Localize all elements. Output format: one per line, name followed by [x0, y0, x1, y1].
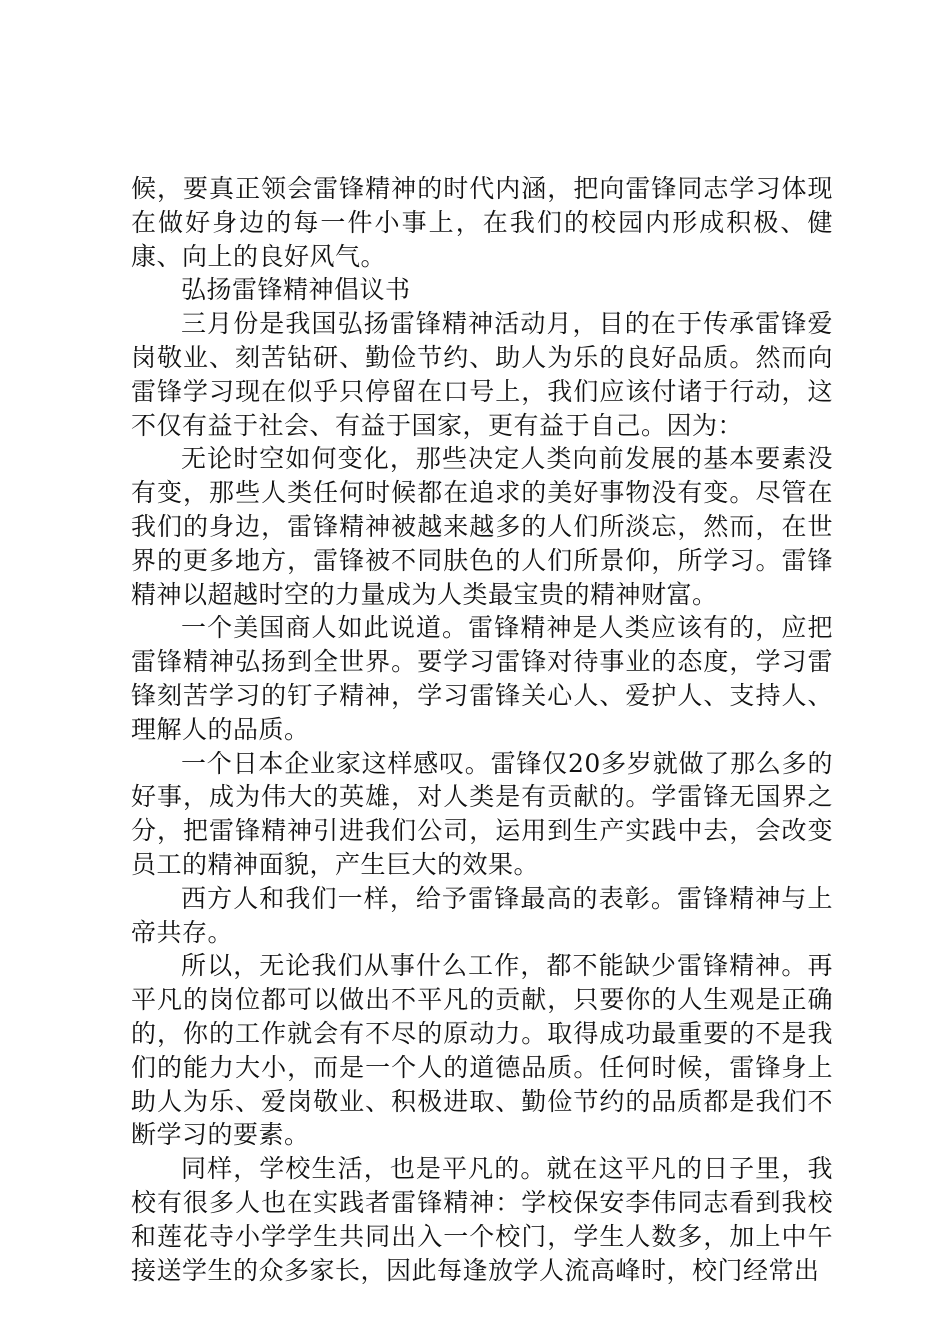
paragraph: 一个日本企业家这样感叹。雷锋仅20多岁就做了那么多的好事，成为伟大的英雄，对人类是有贡献的。学雷锋无国界之分，把雷锋精神引进我们公司，运用到生产实践中去，会改变员工的精神面貌，产生巨大的效果。 [131, 748, 833, 879]
paragraph: 西方人和我们一样，给予雷锋最高的表彰。雷锋精神与上帝共存。 [131, 883, 833, 947]
paragraph: 同样，学校生活，也是平凡的。就在这平凡的日子里，我校有很多人也在实践者雷锋精神：学校保安李伟同志看到我校和莲花寺小学学生共同出入一个校门，学生人数多，加上中午接送学生的众多家长，因此每逢放学人流高峰时，校门经常出 [131, 1154, 833, 1285]
paragraph: 无论时空如何变化，那些决定人类向前发展的基本要素没有变，那些人类任何时候都在追求的美好事物没有变。尽管在我们的身边，雷锋精神被越来越多的人们所淡忘，然而，在世界的更多地方，雷锋被不同肤色的人们所景仰，所学习。雷锋精神以超越时空的力量成为人类最宝贵的精神财富。 [131, 444, 833, 609]
paragraph: 一个美国商人如此说道。雷锋精神是人类应该有的，应把雷锋精神弘扬到全世界。要学习雷锋对待事业的态度，学习雷锋刻苦学习的钉子精神，学习雷锋关心人、爱护人、支持人、理解人的品质。 [131, 613, 833, 744]
paragraph: 所以，无论我们从事什么工作，都不能缺少雷锋精神。再平凡的岗位都可以做出不平凡的贡献，只要你的人生观是正确的，你的工作就会有不尽的原动力。取得成功最重要的不是我们的能力大小，而是一个人的道德品质。任何时候，雷锋身上助人为乐、爱岗敬业、积极进取、勤俭节约的品质都是我们不断学习的要素。 [131, 951, 833, 1150]
section-title: 弘扬雷锋精神倡议书 [181, 275, 411, 305]
document-body [131, 172, 833, 1287]
paragraph: 三月份是我国弘扬雷锋精神活动月，目的在于传承雷锋爱岗敬业、刻苦钻研、勤俭节约、助人为乐的良好品质。然而向雷锋学习现在似乎只停留在口号上，我们应该付诸于行动，这不仅有益于社会、有益于国家，更有益于自己。因为： [131, 309, 833, 440]
paragraph-continuation: 候，要真正领会雷锋精神的时代内涵，把向雷锋同志学习体现在做好身边的每一件小事上，在我们的校园内形成积极、健康、向上的良好风气。 [131, 174, 833, 271]
